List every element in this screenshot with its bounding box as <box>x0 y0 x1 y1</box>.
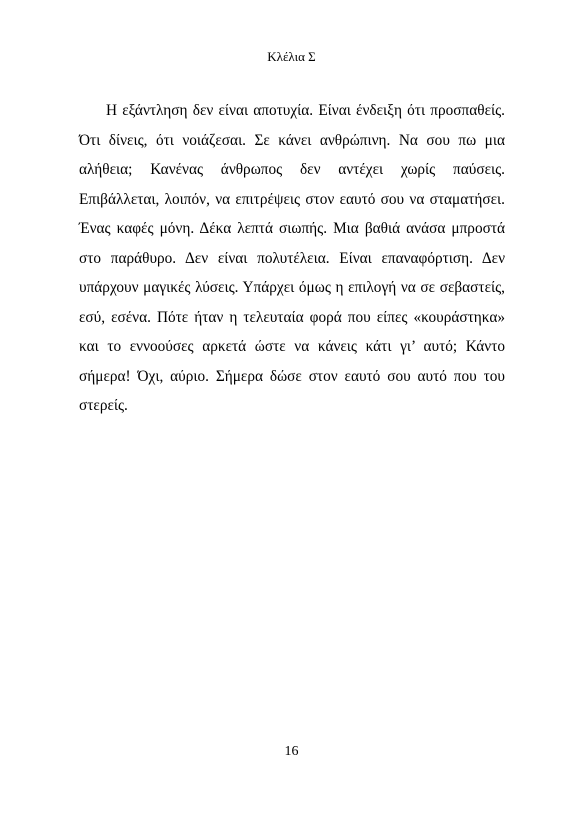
running-header-author: Κλέλια Σ <box>267 49 316 64</box>
body-paragraph: Η εξάντληση δεν είναι αποτυχία. Είναι ένδειξη ότι προσπαθείς. Ότι δίνεις, ότι νοιάζεσαι. Σε κάνει ανθρώπινη. Να σου πω μια αλήθεια; Κανένας άνθρωπος δεν αντέχει χωρίς παύσεις. Επιβάλλεται, λοιπόν, να επιτρέψεις στον εαυτό σου να σταματήσει. Ένας καφές μόνη. Δέκα λεπτά σιωπής. Μια βαθιά ανάσα μπροστά στο παράθυρο. Δεν είναι πολυτέλεια. Είναι επαναφόρτιση. Δεν υπάρχουν μαγικές λύσεις. Υπάρχει όμως η επιλογή να σε σεβαστείς, εσύ, εσένα. Πότε ήταν η τελευταία φορά που είπες «κουράστηκα» και το εννοούσες αρκετά ώστε να κάνεις κάτι γι’ αυτό; Κάντο σήμερα! Όχι, αύριο. Σήμερα δώσε στον εαυτό σου αυτό που του στερείς. <box>79 102 505 414</box>
page-number: 16 <box>284 744 299 759</box>
